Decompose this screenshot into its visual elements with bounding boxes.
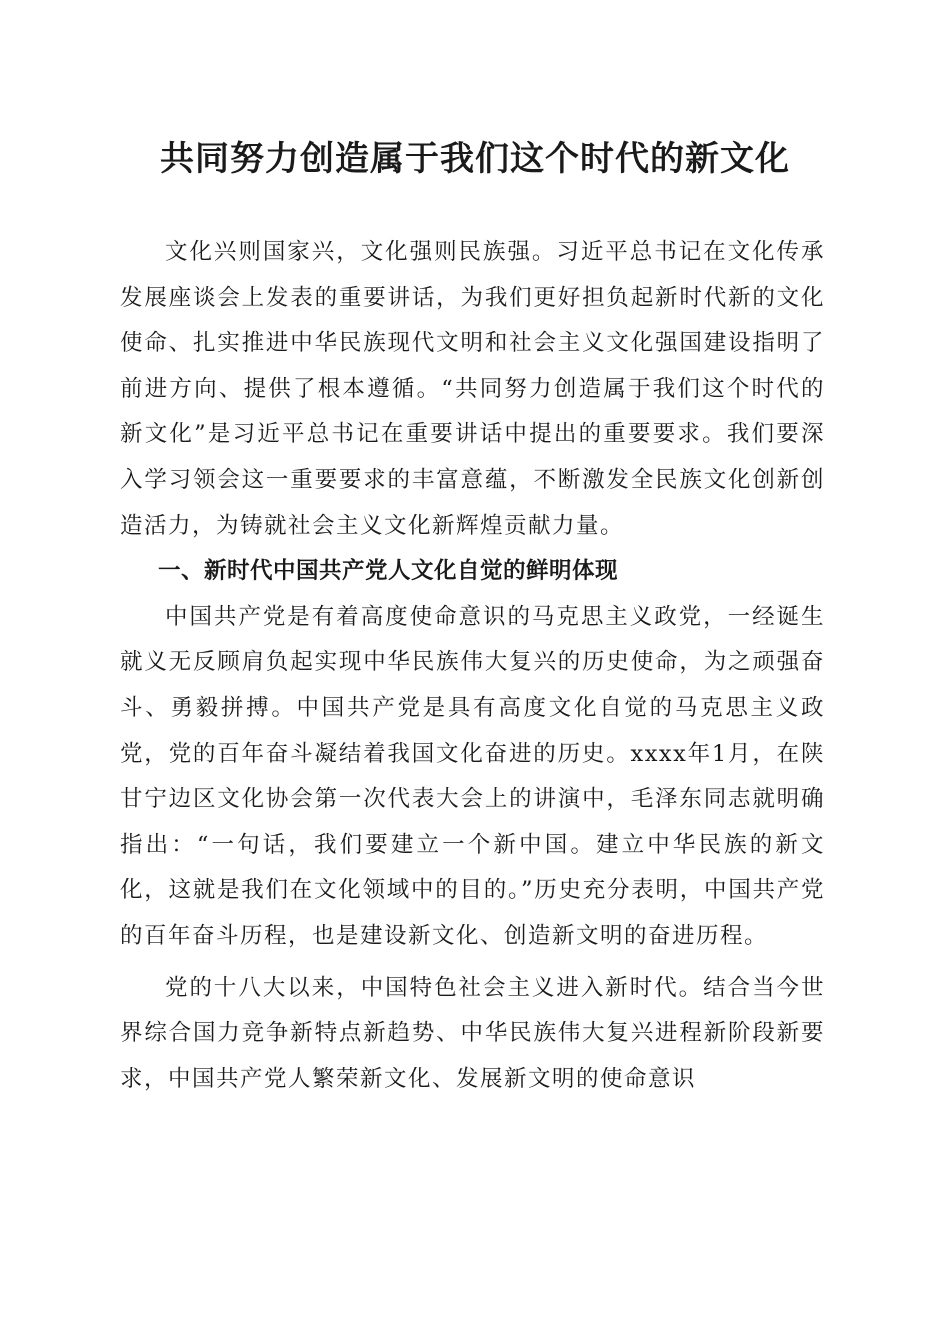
section1-paragraph-1: 中国共产党是有着高度使命意识的马克思主义政党，一经诞生就义无反顾肩负起实现中华民族伟大复兴的历史使命，为之顽强奋斗、勇毅拼搏。中国共产党是具有高度文化自觉的马克思主义政党，党的百年奋斗凝结着我国文化奋进的历史。xxxx年1月，在陕甘宁边区文化协会第一次代表大会上的讲演中，毛泽东同志就明确指出：“一句话，我们要建立一个新中国。建立中华民族的新文化，这就是我们在文化领域中的目的。”历史充分表明，中国共产党的百年奋斗历程，也是建设新文化、创造新文明的奋进历程。 bbox=[120, 603, 825, 949]
document-body bbox=[120, 230, 825, 1102]
document-title: 共同努力创造属于我们这个时代的新文化 bbox=[160, 139, 790, 179]
section-heading-1: 一、新时代中国共产党人文化自觉的鲜明体现 bbox=[158, 558, 619, 585]
section1-paragraph-2: 党的十八大以来，中国特色社会主义进入新时代。结合当今世界综合国力竞争新特点新趋势、中华民族伟大复兴进程新阶段新要求，中国共产党人繁荣新文化、发展新文明的使命意识 bbox=[120, 974, 825, 1092]
intro-paragraph: 文化兴则国家兴，文化强则民族强。习近平总书记在文化传承发展座谈会上发表的重要讲话，为我们更好担负起新时代新的文化使命、扎实推进中华民族现代文明和社会主义文化强国建设指明了前进方向、提供了根本遵循。“共同努力创造属于我们这个时代的新文化”是习近平总书记在重要讲话中提出的重要要求。我们要深入学习领会这一重要要求的丰富意蕴，不断激发全民族文化创新创造活力，为铸就社会主义文化新辉煌贡献力量。 bbox=[120, 239, 825, 539]
